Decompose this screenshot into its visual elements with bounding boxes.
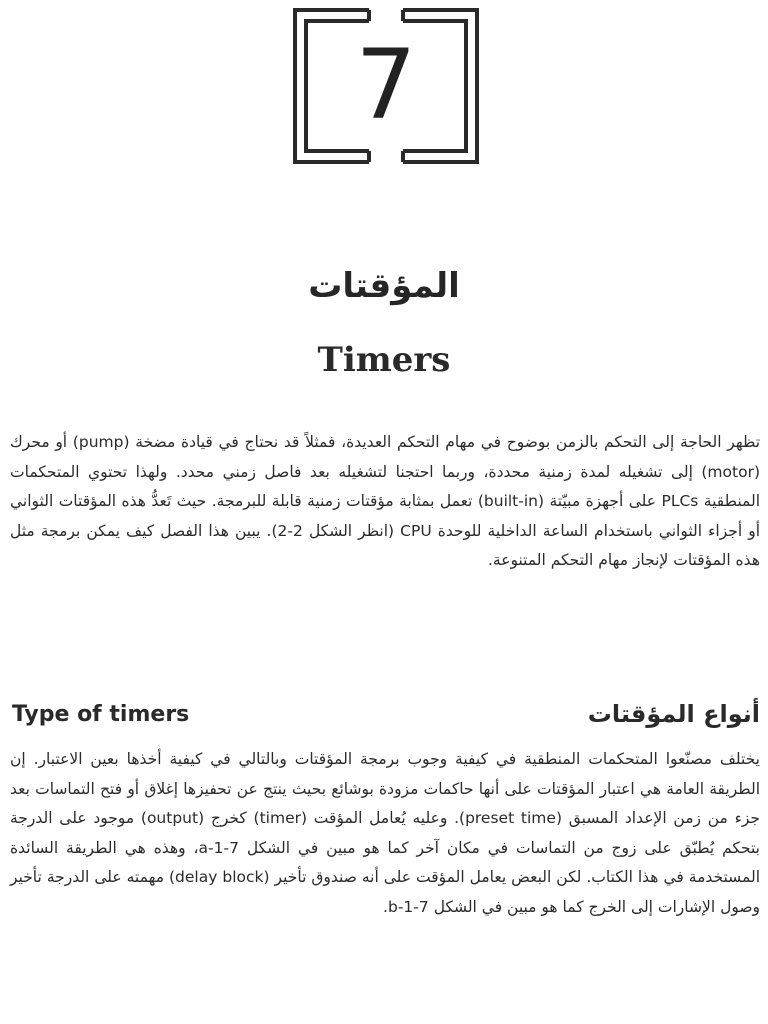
section-heading-arabic: أنواع المؤقتات bbox=[587, 700, 760, 728]
chapter-number-box bbox=[293, 8, 479, 164]
intro-paragraph: تظهر الحاجة إلى التحكم بالزمن بوضوح في مهام التحكم العديدة، فمثلاً قد نحتاج في قيادة مضخة (pump) أو محرك (motor) إلى تشغيله لمدة زمنية محددة، وربما احتجنا لتشغيله بعد فاصل زمني محدد. ولهذا تحتوي المتحكمات المنطقية PLCs على أجهزة مبيّتة (built-in) تعمل بمثابة مؤقتات زمنية قابلة للبرمجة. حيث تَعدُّ هذه المؤقتات الثواني أو أجزاء الثواني باستخدام الساعة الداخلية للوحدة CPU (انظر الشكل 2-2). يبين هذا الفصل كيف يمكن برمجة مثل هذه المؤقتات لإنجاز مهام التحكم المتنوعة. bbox=[10, 433, 761, 569]
chapter-title-english: Timers bbox=[317, 340, 451, 380]
section-heading-english: Type of timers bbox=[12, 702, 190, 727]
chapter-title-arabic: المؤقتات bbox=[308, 266, 460, 306]
chapter-number: 7 bbox=[355, 29, 417, 141]
section-paragraph: يختلف مصنّعوا المتحكمات المنطقية في كيفية وجوب برمجة المؤقتات وبالتالي في كيفية أخذها بعين الاعتبار. إن الطريقة العامة هي اعتبار المؤقتات على أنها حاكمات مزودة بوشائع بحيث ينتج عن تحفيزها إغلاق أو فتح التماسات بعد جزء من زمن الإعداد المسبق (preset time). وعليه يُعامل المؤقت (timer) كخرج (output) موجود على الدرجة بتحكم يُطبّق على زوج من التماسات في مكان آخر كما هو مبين في الشكل 7-1-a، وهذه هي الطريقة السائدة المستخدمة في هذا الكتاب. لكن البعض يعامل المؤقت على أنه صندوق تأخير (delay block) مهمته على الدرجة تأخير وصول الإشارات إلى الخرج كما هو مبين في الشكل 7-1-b. bbox=[10, 750, 761, 916]
